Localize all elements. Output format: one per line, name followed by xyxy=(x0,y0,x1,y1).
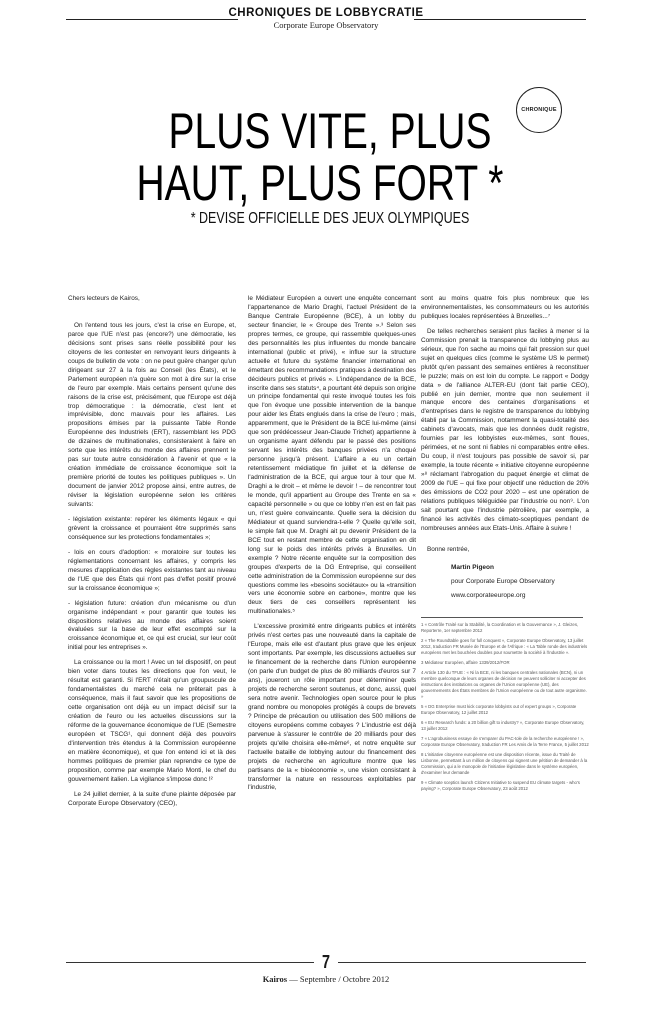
page-header xyxy=(0,6,652,30)
footnotes-rule xyxy=(421,617,583,618)
footnote: 7 « L'agrobusiness essaye de s'emparer du PAC-tole de la recherche européenne ! », Corporate Europe Observatory, traduction FR Les Amis de la Terre France, 5 juillet 2012 xyxy=(421,735,589,747)
paragraph: - législation existante: repérer les éléments légaux « qui grèvent la croissance et pourraient être supprimés sans conséquence sur les protections fondamentales »; xyxy=(68,515,236,541)
paragraph: Le 24 juillet dernier, à la suite d'une plainte déposée par Corporate Europe Observatory (CEO), xyxy=(68,790,236,807)
paragraph: L'excessive proximité entre dirigeants publics et intérêts privés n'est certes pas une nouveauté dans la capitale de l'Europe, mais elle est d'autant plus grave que les enjeux sont importants. Par exemple, les discussions actuelles sur le financement de la recherche dans l'Union européenne (on parle d'un budget de plus de 80 milliards d'euros sur 7 ans), joueront un rôle important pour déterminer quels projets de recherche seront soutenus, et donc, aussi, quel sera notre avenir. Technologies open source pour le plus grand nombre ou monopoles protégés à coups de brevets ? Principe de précaution ou utilisation des 500 millions de citoyens européens comme cobayes ? L'industrie est déjà parvenue à s'assurer le contrôle de 20 milliards pour des projets qu'elle choisira elle-même⁶, et notre enquête sur l'actuelle bataille de lobbying autour du financement des projets de recherche en agriculture montre que les partisans de la « bioéconomie », une vision consistant à transformer la nature en ressources exploitables par l'industrie, xyxy=(248,623,416,792)
footer-rule-left xyxy=(66,962,314,963)
paragraph: On l'entend tous les jours, c'est la crise en Europe, et, parce que l'UE n'est pas (encore?) une démocratie, les décisions sont prises sans réelle possibilité pour les citoyens de les contester en renvoyant leurs dirigeants à coups de bulletin de vote : on ne peut guère changer qu'un dirigeant sur 27 à la fois au Conseil (les États), et le Parlement européen n'a guère son mot à dire sur la crise de l'euro par exemple. Mais certains pensent qu'une des raisons de la crise est, précisément, que l'Europe est déjà trop démocratique : la démocratie, c'est lent et imprévisible, donc mauvais pour les affaires. Les propositions émises par la puissante Table Ronde Européenne des Industriels (ERT), rassemblant les PDG de dizaines de multinationales, consisteraient à faire en sorte que les intérêts du monde des affaires prennent le pas sur toute autre considération à l'avenir et que « la création immédiate de croissance économique soit la première priorité de toutes les politiques publiques ». Un document de janvier 2012 propose ainsi, entre autres, de réviser la législation européenne selon les critères suivants: xyxy=(68,321,236,509)
article-column-3 xyxy=(421,295,589,796)
paragraph: le Médiateur Européen a ouvert une enquête concernant l'appartenance de Mario Draghi, l'actuel Président de la Banque Centrale Européenne (BCE), à un lobby du secteur financier, le « Groupe des Trente ».³ Selon ses propres termes, ce groupe, qui rassemble quelques-unes des personnalités les plus influentes du monde bancaire international (public et privé), « influe sur la structure actuelle et future du système financier international en émettant des recommandations pratiques à destination des décideurs publics et privés ». L'indépendance de la BCE, inscrite dans ses statuts⁴, a pourtant été depuis son origine un principe fondamental qui reste invoqué toutes les fois que l'on évoque une possible intervention de la banque pour aider les États englués dans la crise de l'euro ; mais, apparemment, que le Président de la BCE lui-même (ainsi que son prédécesseur Jean-Claude Trichet) appartienne à un organisme ayant défendu par le passé des positions servant les intérêts des banques privées n'a choqué personne jusqu'à présent. L'affaire a eu un certain retentissement médiatique fin juillet et la défense de l'administration de la BCE, qui argue tour à tour que M. Draghi a le droit – et même le devoir ! – de rencontrer tout le monde, qu'il appartient au Groupe des Trente en sa « capacité personnelle » ou que ce lobby n'en est en fait pas un, n'est guère convaincante. Quelle sera la décision du Médiateur et quand surviendra-t-elle ? Quelle qu'elle soit, le simple fait que M. Draghi ait pu devenir Président de la BCE tout en restant membre de cette organisation en dit long sur le poids des intérêts privés à Bruxelles. Un exemple ? Notre récente enquête sur la composition des groupes d'experts de la DG Entreprise, qui conseillent cette administration de la Commission européenne sur des questions comme les «besoins sociétaux» ou la «transition vers une économie sobre en carbone», montre que les deux tiers de ces conseillers représentent les multinationales.⁵ xyxy=(248,295,416,616)
footnote: 4 Article 130 du TFUE : « Ni la BCE, ni les banques centrales nationales (BCN), ni un membre quelconque de leurs organes de décision ne peuvent solliciter ni accepter des instructions des institutions ou organes de l'Union européenne (UE), des gouvernements des États membres de l'Union européenne ou de tout autre organisme. » xyxy=(421,669,587,699)
author-org: pour Corporate Europe Observatory xyxy=(451,577,555,585)
page-footer xyxy=(0,974,652,984)
article-column-2 xyxy=(248,295,416,799)
paragraph: - législation future: création d'un mécanisme ou d'un organisme indépendant « pour garantir que toutes les dispositions relatives au monde des affaires soient évaluées sur la base de leur effet escompté sur la croissance économique et, ce qui est crucial, sur leur coût initial pour les entreprises ». xyxy=(68,599,236,652)
section-subtitle: Corporate Europe Observatory xyxy=(273,20,379,30)
headline-line-2: HAUT, PLUS FORT * xyxy=(136,155,504,211)
chronique-badge: CHRONIQUE xyxy=(516,87,562,133)
author-url[interactable]: www.corporateeurope.org xyxy=(451,591,526,599)
paragraph: sont au moins quatre fois plus nombreux que les environnementalistes, les consommateurs ou les autorités publiques locales représentées à Bruxelles...⁷ xyxy=(421,295,589,320)
article-column-1 xyxy=(68,295,236,815)
closing: Bonne rentrée, xyxy=(427,545,470,553)
greeting: Chers lecteurs de Kairos, xyxy=(68,295,140,302)
headline-subtitle: * DEVISE OFFICIELLE DES JEUX OLYMPIQUES xyxy=(190,210,470,227)
publication-name: Kairos xyxy=(262,974,288,984)
footnote: 2 « The Roundtable goes for full conquest », Corporate Europe Observatory, 13 juillet 2012, traduction FR Musée de l'Europe et de l'Afrique : « La Table ronde des industriels européens met les bouchées doubles pour soumettre la société à l'industrie ». xyxy=(421,637,588,655)
headline-line-1: PLUS VITE, PLUS xyxy=(168,103,492,159)
footer-rule-right xyxy=(338,962,586,963)
footnote: 8 L'initiative citoyenne européenne est une disposition récente, issue du Traité de Lisbonne, permettant à un million de citoyens qui signent une pétition de demander à la Commission, qui a le monopole de l'initiative législative dans le système européen, d'examiner leur demande xyxy=(421,751,588,775)
paragraph: De telles recherches seraient plus faciles à mener si la Commission prenait la transparence du lobbying plus au sérieux, que l'on sache au moins qui fait pression sur quel sujet en quelques clics (comme le système US le permet) plutôt qu'en passant des semaines entières à reconstituer le puzzle; mais on est loin du compte. Le rapport « Dodgy data » de l'alliance ALTER-EU (dont fait partie CEO), publié en juin dernier, montre que non seulement il manque encore des centaines d'organisations et d'entreprises dans le registre de transparence du lobbying établi par la Commission, notamment la quasi-totalité des cabinets d'avocats, mais que les données dudit registre, fournies par les lobbyistes eux-mêmes, sont floues, périmées, et ne sont ni fiables ni comparables entre elles. Du coup, il n'est toujours pas possible de savoir si, par exemple, la toute récente « initiative citoyenne européenne »⁸ réclamant l'abrogation du paquet énergie et climat de 2009 de l'UE – qui fixe pour objectif une réduction de 20% des émissions de CO2 pour 2020 – est une opération de relations publiques téléguidée par l'industrie ou non⁹. L'on sait pourtant que l'industrie pétrolière, par exemple, a financé les activités des climato-sceptiques pendant de nombreuses années aux Etats-Unis. Affaire à suivre ! xyxy=(421,327,589,532)
footnote: 6 « EU Research funds: a 20 billion gift to industry? », Corporate Europe Observatory, 13 juillet 2012 xyxy=(421,719,585,731)
footnote: 5 « DG Enterprise must kick corporate lobbyists out of expert groups », Corporate Europe Observatory, 12 juillet 2012 xyxy=(421,703,577,715)
footnote: 9 « Climate sceptics launch Citizens Initiative to suspend EU climate targets - who's paying? », Corporate Europe Observatory, 23 août 2012 xyxy=(421,779,580,791)
footnote: 3 Médiateur Européen, affaire 1339/2012/FOR xyxy=(421,659,510,665)
section-title: CHRONIQUES DE LOBBYCRATIE xyxy=(228,7,424,19)
author-name: Martin Pigeon xyxy=(451,563,494,571)
paragraph: - lois en cours d'adoption: « moratoire sur toutes les réglementations concernant les affaires, y compris les mesures d'application des règles existantes tant au niveau de l'UE que des États qui n'ont pas d'effet positif prouvé sur la croissance économique »; xyxy=(68,548,236,592)
footnote: 1 « Contrôle Traité sur la Stabilité, la Coordination et la Gouvernance », J. Gleizes, Reporterre, 1er septembre 2012 xyxy=(421,621,579,633)
page-number: 7 xyxy=(321,952,330,972)
paragraph: La croissance ou la mort ! Avec un tel dispositif, on peut bien voter dans toutes les directions que l'on veut, le résultat est garanti. Si l'ERT n'était qu'un groupuscule de fondamentalistes du marché cela ne prêterait pas à conséquence, mais il faut savoir que les propositions de cette organisation ont déjà eu un impact décisif sur la création de l'euro ou les actuelles discussions sur la réforme de la gouvernance économique de l'UE (Semestre européen et TSCG¹, qui donnent déjà des pouvoirs d'intervention très étendus à la Commission européenne en matière économique), et que l'on entend ici et là des hommes politiques de premier plan reprendre ce type de proposition, comme par exemple Mario Monti, le chef du gouvernement italien. La vigilance s'impose donc !² xyxy=(68,659,236,783)
signature-block xyxy=(451,561,589,603)
issue-date: — Septembre / Octobre 2012 xyxy=(289,974,390,984)
